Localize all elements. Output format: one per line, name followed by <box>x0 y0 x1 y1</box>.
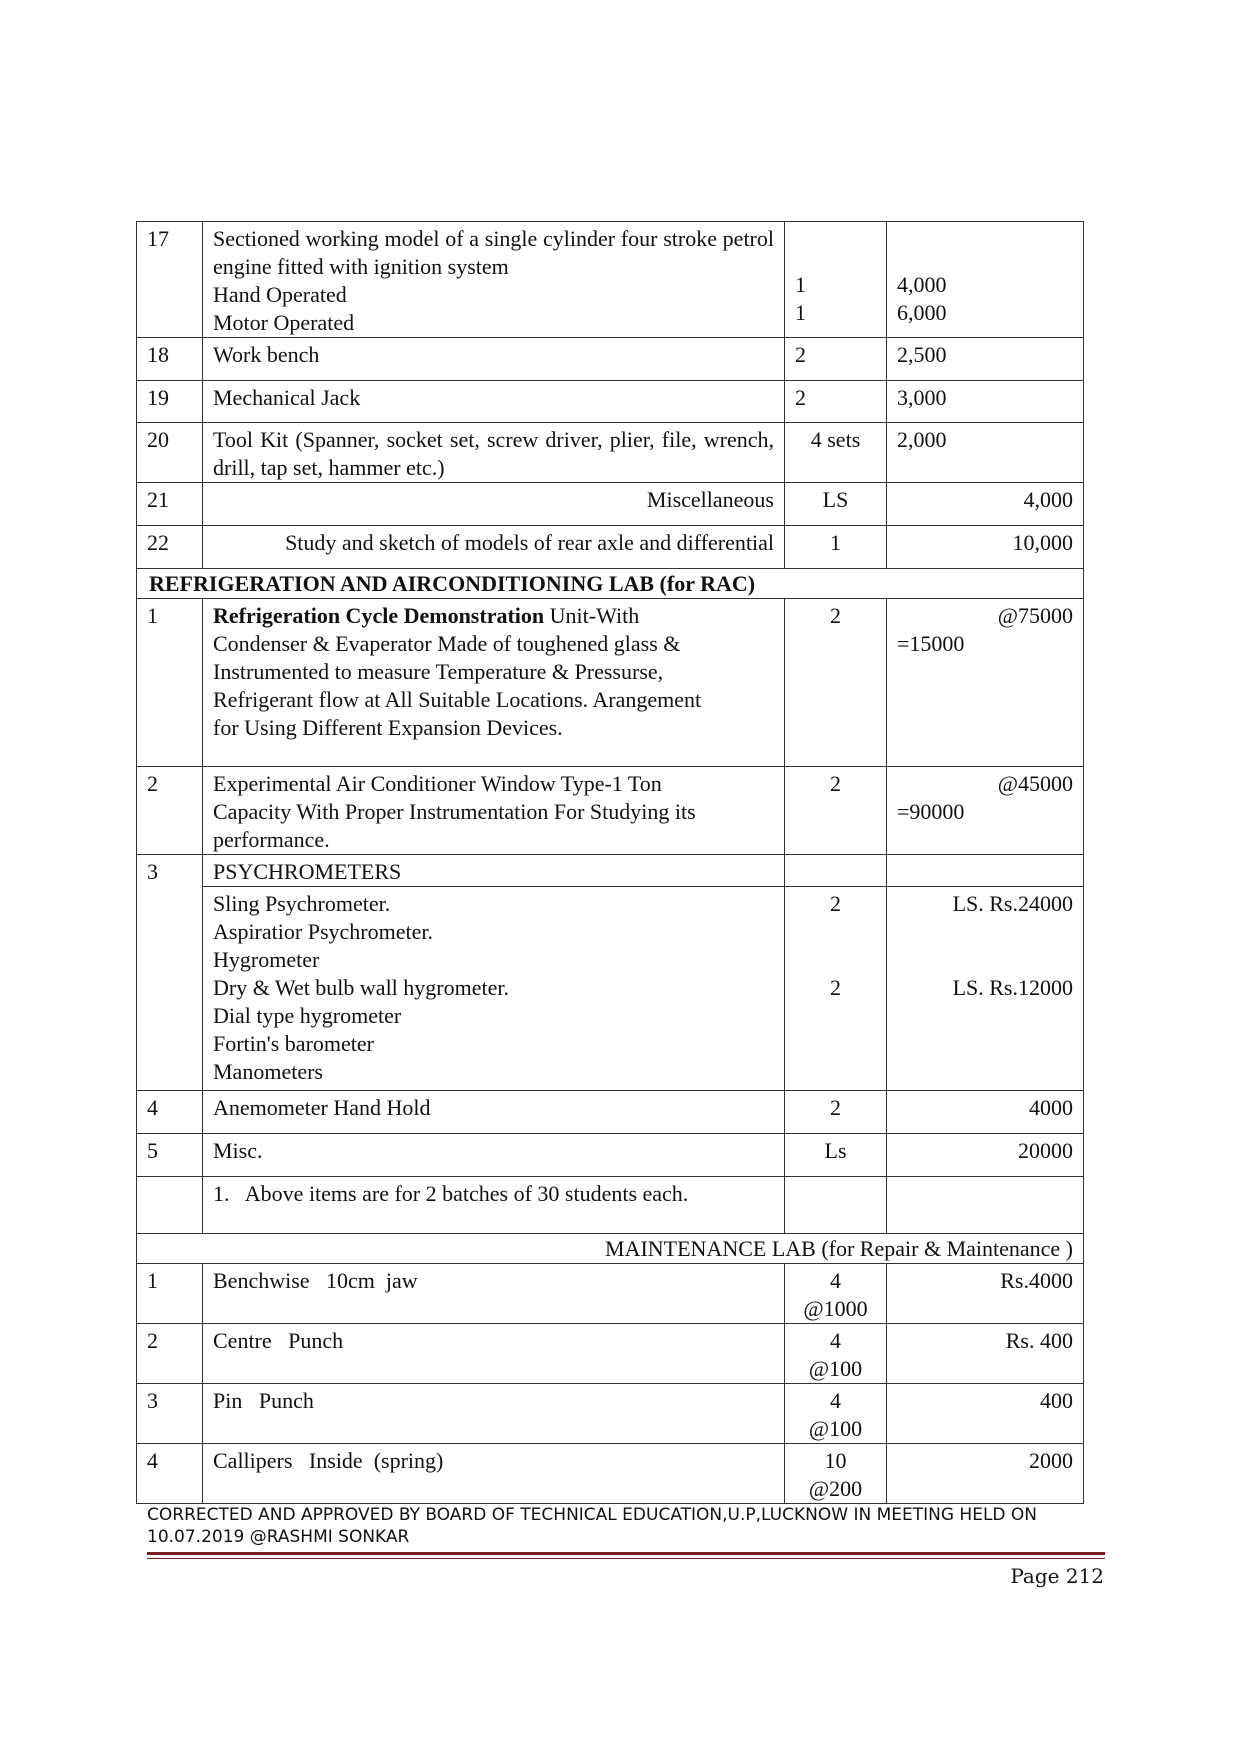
item-description: Tool Kit (Spanner, socket set, screw driver, plier, file, wrench, drill, tap set, hammer etc.) <box>203 423 785 483</box>
cost-line: @75000 <box>997 603 1073 628</box>
quantity-cell <box>785 887 887 1091</box>
quantity-line: 10 <box>824 1448 847 1473</box>
cost-line: =90000 <box>897 799 965 824</box>
item-bold-title: Refrigeration Cycle Demonstration <box>213 603 545 628</box>
cost-line: 4,000 <box>897 272 947 297</box>
table-row <box>137 526 1084 569</box>
row-number: 17 <box>137 222 203 338</box>
row-number: 1 <box>137 1264 203 1324</box>
item-line: Refrigerant flow at All Suitable Locations. Arangement <box>213 687 702 712</box>
quantity-cell: 2 <box>785 381 887 423</box>
table-row <box>137 338 1084 381</box>
item-description: PSYCHROMETERS <box>203 855 785 887</box>
item-description: Pin Punch <box>203 1384 785 1444</box>
table-row <box>137 1091 1084 1134</box>
row-number: 22 <box>137 526 203 569</box>
equipment-table <box>136 221 1084 1504</box>
item-line: Motor Operated <box>213 310 355 335</box>
quantity-cell <box>785 1324 887 1384</box>
cost-cell: 2,500 <box>887 338 1084 381</box>
item-line: Aspiratior Psychrometer. <box>213 919 433 944</box>
section-heading-row <box>137 569 1084 599</box>
item-line: performance. <box>213 827 330 852</box>
quantity-cell <box>785 222 887 338</box>
item-line: Dry & Wet bulb wall hygrometer. <box>213 975 509 1000</box>
rate-line: @100 <box>808 1356 863 1381</box>
table-row <box>137 887 1084 1091</box>
table-row <box>137 483 1084 526</box>
item-description: Work bench <box>203 338 785 381</box>
item-line: Fortin's barometer <box>213 1031 374 1056</box>
cost-cell: Rs.4000 <box>887 1264 1084 1324</box>
footer-line: CORRECTED AND APPROVED BY BOARD OF TECHNICAL EDUCATION,U.P,LUCKNOW IN MEETING HELD ON <box>147 1505 1038 1525</box>
row-number: 3 <box>137 855 203 1091</box>
row-number: 2 <box>137 1324 203 1384</box>
quantity-cell <box>785 855 887 887</box>
quantity-cell: 2 <box>785 767 887 855</box>
table-row <box>137 381 1084 423</box>
row-number: 5 <box>137 1134 203 1177</box>
cost-cell: 20000 <box>887 1134 1084 1177</box>
cost-cell: 400 <box>887 1384 1084 1444</box>
footer-divider <box>147 1558 1105 1559</box>
item-description: Mechanical Jack <box>203 381 785 423</box>
item-line: Capacity With Proper Instrumentation For Studying its <box>213 799 696 824</box>
footer-divider <box>147 1552 1105 1555</box>
row-number: 1 <box>137 599 203 767</box>
quantity-cell <box>785 1444 887 1504</box>
cost-line: LS. Rs.12000 <box>952 975 1073 1000</box>
quantity-line: 4 <box>830 1328 841 1353</box>
quantity-cell: 1 <box>785 526 887 569</box>
cost-cell: 10,000 <box>887 526 1084 569</box>
row-number: 18 <box>137 338 203 381</box>
quantity-cell: Ls <box>785 1134 887 1177</box>
rate-line: @100 <box>808 1416 863 1441</box>
item-description: Miscellaneous <box>203 483 785 526</box>
item-line: Hygrometer <box>213 947 320 972</box>
item-description <box>203 887 785 1091</box>
cost-cell <box>887 599 1084 767</box>
cost-line: LS. Rs.24000 <box>952 891 1073 916</box>
item-line: Sectioned working model of a single cylinder four stroke petrol engine fitted with ignition system <box>213 226 774 279</box>
item-line: Sling Psychrometer. <box>213 891 391 916</box>
footer-line: 10.07.2019 @RASHMI SONKAR <box>147 1527 410 1547</box>
cost-cell: Rs. 400 <box>887 1324 1084 1384</box>
quantity-cell: LS <box>785 483 887 526</box>
row-number: 4 <box>137 1444 203 1504</box>
table-row <box>137 1384 1084 1444</box>
quantity-line: 4 <box>830 1388 841 1413</box>
quantity-line: 1 <box>795 300 806 325</box>
quantity-cell <box>785 1384 887 1444</box>
cost-line: =15000 <box>897 631 965 656</box>
cost-cell: 4000 <box>887 1091 1084 1134</box>
item-line: Instrumented to measure Temperature & Pressurse, <box>213 659 664 684</box>
table-row <box>137 1444 1084 1504</box>
table-row <box>137 222 1084 338</box>
item-description: Misc. <box>203 1134 785 1177</box>
rate-line: @1000 <box>803 1296 868 1321</box>
row-number: 4 <box>137 1091 203 1134</box>
item-description <box>203 599 785 767</box>
row-number: 3 <box>137 1384 203 1444</box>
quantity-cell <box>785 1264 887 1324</box>
quantity-line: 2 <box>830 975 841 1000</box>
note-row <box>137 1177 1084 1234</box>
quantity-line: 2 <box>830 891 841 916</box>
table-row <box>137 1324 1084 1384</box>
section-heading: MAINTENANCE LAB (for Repair & Maintenance ) <box>137 1234 1084 1264</box>
cost-cell <box>887 222 1084 338</box>
item-description <box>203 222 785 338</box>
cost-cell: 3,000 <box>887 381 1084 423</box>
table-row <box>137 1264 1084 1324</box>
item-line: Condenser & Evaperator Made of toughened glass & <box>213 631 681 656</box>
rate-line: @200 <box>808 1476 863 1501</box>
item-description: Benchwise 10cm jaw <box>203 1264 785 1324</box>
note-text: 1. Above items are for 2 batches of 30 students each. <box>203 1177 785 1234</box>
quantity-cell: 2 <box>785 1091 887 1134</box>
cost-cell: 2,000 <box>887 423 1084 483</box>
item-line: Dial type hygrometer <box>213 1003 402 1028</box>
footer-approval-note <box>147 1504 1107 1548</box>
cost-cell <box>887 855 1084 887</box>
row-number: 2 <box>137 767 203 855</box>
cost-cell <box>887 767 1084 855</box>
quantity-cell: 2 <box>785 599 887 767</box>
cost-cell: 4,000 <box>887 483 1084 526</box>
table-row <box>137 767 1084 855</box>
item-description: Anemometer Hand Hold <box>203 1091 785 1134</box>
page-number: Page 212 <box>1010 1564 1104 1588</box>
quantity-cell: 2 <box>785 338 887 381</box>
cost-line: 6,000 <box>897 300 947 325</box>
cost-cell <box>887 887 1084 1091</box>
table-row <box>137 1134 1084 1177</box>
item-description: Study and sketch of models of rear axle and differential <box>203 526 785 569</box>
item-line: Manometers <box>213 1059 323 1084</box>
section-heading: REFRIGERATION AND AIRCONDITIONING LAB (for RAC) <box>137 569 1084 599</box>
quantity-line: 1 <box>795 272 806 297</box>
item-title-rest: Unit-With <box>544 603 640 628</box>
item-line: for Using Different Expansion Devices. <box>213 715 563 740</box>
quantity-line: 4 <box>830 1268 841 1293</box>
item-line: Experimental Air Conditioner Window Type-1 Ton <box>213 771 662 796</box>
item-line: Hand Operated <box>213 282 347 307</box>
item-description: Centre Punch <box>203 1324 785 1384</box>
table-row <box>137 855 1084 887</box>
row-number: 21 <box>137 483 203 526</box>
section-heading-row <box>137 1234 1084 1264</box>
item-description: Callipers Inside (spring) <box>203 1444 785 1504</box>
table-row <box>137 599 1084 767</box>
row-number: 20 <box>137 423 203 483</box>
cost-line: @45000 <box>997 771 1073 796</box>
cost-cell: 2000 <box>887 1444 1084 1504</box>
item-description <box>203 767 785 855</box>
table-row <box>137 423 1084 483</box>
quantity-cell: 4 sets <box>785 423 887 483</box>
row-number: 19 <box>137 381 203 423</box>
